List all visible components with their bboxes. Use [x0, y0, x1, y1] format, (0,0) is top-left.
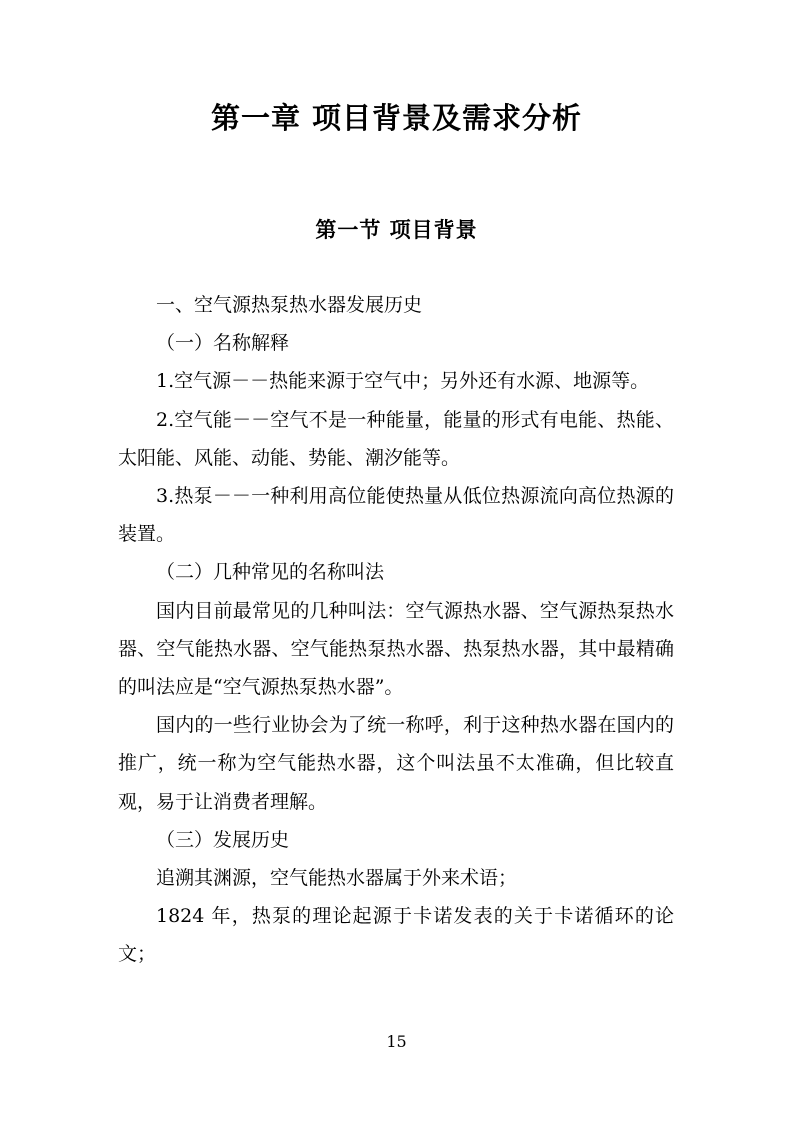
chapter-title: 第一章 项目背景及需求分析 — [210, 101, 583, 135]
paragraph-industry-naming: 国内的一些行业协会为了统一称呼，利于这种热水器在国内的推广，统一称为空气能热水器，这个叫法虽不太准确，但比较直观，易于让消费者理解。 — [118, 714, 674, 813]
paragraph-air-source: 1.空气源－－热能来源于空气中；另外还有水源、地源等。 — [156, 370, 650, 393]
paragraph-origin: 追溯其渊源，空气能热水器属于外来术语； — [156, 867, 518, 890]
subheading-development-history: （三）发展历史 — [156, 828, 290, 851]
section-title: 第一节 项目背景 — [315, 218, 478, 242]
paragraph-1824: 1824 年，热泵的理论起源于卡诺发表的关于卡诺循环的论文； — [118, 905, 674, 966]
page-number: 15 — [386, 1032, 407, 1051]
heading-history: 一、空气源热泵热水器发展历史 — [156, 294, 423, 316]
paragraph-heat-pump: 3.热泵－－一种利用高位能使热量从低位热源流向高位热源的装置。 — [118, 485, 674, 546]
subheading-common-names: （二）几种常见的名称叫法 — [156, 561, 385, 584]
subheading-name-explanation: （一）名称解释 — [156, 332, 290, 355]
paragraph-air-energy: 2.空气能－－空气不是一种能量，能量的形式有电能、热能、太阳能、风能、动能、势能、潮汐能等。 — [118, 408, 674, 469]
body-text — [118, 286, 674, 974]
paragraph-common-names: 国内目前最常见的几种叫法：空气源热水器、空气源热泵热水器、空气能热水器、空气能热泵热水器、热泵热水器，其中最精确的叫法应是“空气源热泵热水器”。 — [118, 599, 674, 699]
